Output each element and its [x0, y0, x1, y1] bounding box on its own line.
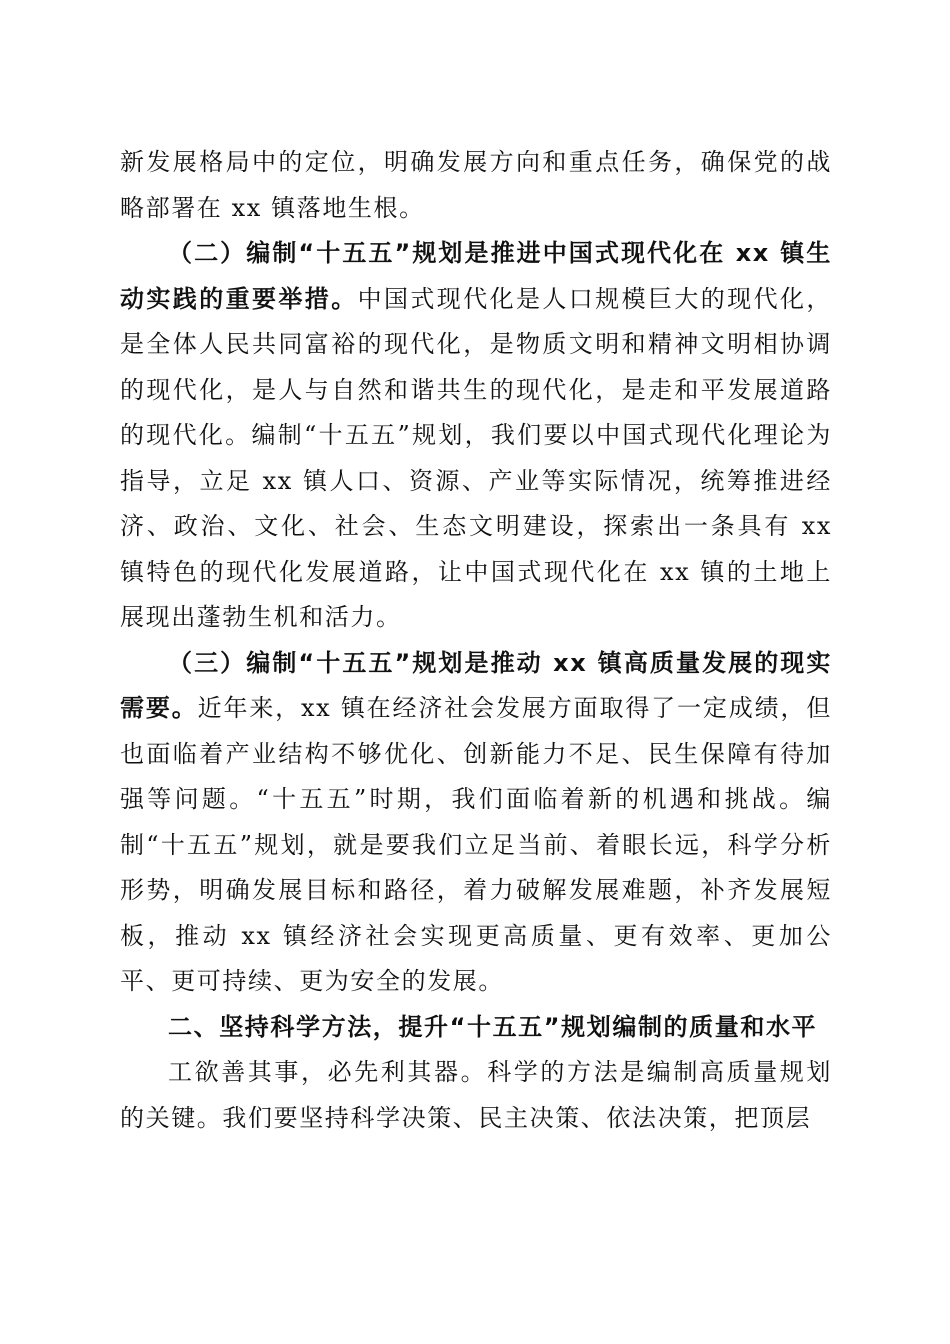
paragraph-continuation: 新发展格局中的定位，明确发展方向和重点任务，确保党的战略部署在 xx 镇落地生根。 [120, 148, 832, 222]
paragraph-method: 工欲善其事，必先利其器。科学的方法是编制高质量规划的关键。我们要坚持科学决策、民主决策、依法决策，把顶层 [120, 1058, 832, 1132]
section-3-lead: （三）编制“十五五”规划是推动 xx 镇高质量发展的现实需要。 [120, 648, 832, 722]
paragraph-section-2 [120, 231, 832, 641]
section-2-lead: （二）编制“十五五”规划是推进中国式现代化在 xx 镇生动实践的重要举措。 [120, 239, 832, 313]
paragraph-section-3 [120, 641, 832, 1005]
document-page [120, 140, 832, 1141]
section-2-body: 中国式现代化是人口规模巨大的现代化，是全体人民共同富裕的现代化，是物质文明和精神文明相协调的现代化，是人与自然和谐共生的现代化，是走和平发展道路的现代化。编制“十五五”规划，我们要以中国式现代化理论为指导，立足 xx 镇人口、资源、产业等实际情况，统筹推进经济、政治、文化、社会、生态文明建设，探索出一条具有 xx 镇特色的现代化发展道路，让中国式现代化在 xx 镇的土地上展现出蓬勃生机和活力。 [120, 284, 832, 631]
heading-part-2: 二、坚持科学方法，提升“十五五”规划编制的质量和水平 [168, 1012, 818, 1041]
section-3-body: 近年来，xx 镇在经济社会发展方面取得了一定成绩，但也面临着产业结构不够优化、创新能力不足、民生保障有待加强等问题。“十五五”时期，我们面临着新的机遇和挑战。编制“十五五”规划，就是要我们立足当前、着眼长远，科学分析形势，明确发展目标和路径，着力破解发展难题，补齐发展短板，推动 xx 镇经济社会实现更高质量、更有效率、更加公平、更可持续、更为安全的发展。 [120, 694, 832, 995]
